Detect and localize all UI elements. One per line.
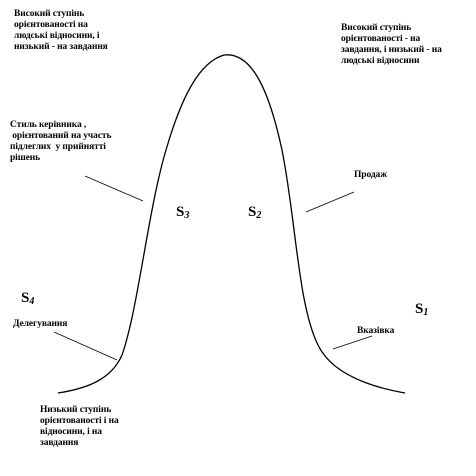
pointer-line-mid-right [306,192,354,212]
quadrant-s1-index: 1 [423,307,429,318]
mid-right-label: Продаж [354,170,387,180]
top-left-label-line: низький - на завдання [14,42,108,52]
quadrant-s2-index: 2 [256,210,262,221]
mid-left-label-line: орієнтований на участь [10,131,112,141]
bottom-label-line: Низький ступінь [40,405,112,415]
quadrant-s2-label [248,204,261,224]
mid-left-label-line: рішень [10,153,41,163]
bottom-label [40,405,119,449]
quadrant-s1-label [415,301,428,321]
top-right-label-line: орієнтованості - на [341,34,421,44]
quadrant-s1-letter: S [415,301,424,317]
quadrant-s2-letter: S [248,204,257,220]
bottom-left-side-label: Делегування [13,319,68,329]
top-left-label-line: людські відносини, і [14,31,100,41]
top-right-label-line: завдання, і низький - на [341,45,442,55]
top-right-label-line: Високий ступінь [341,23,412,33]
pointer-line-bottom-left [54,332,117,360]
top-left-label [14,9,108,53]
pointer-line-bottom-right [333,336,372,349]
top-left-label-line: Високий ступінь [14,9,85,19]
mid-left-label [10,120,111,164]
top-right-label-line: людські відносини [341,56,420,66]
pointer-line-mid-left [85,176,143,201]
quadrant-s3-index: 3 [184,210,190,221]
mid-left-label-line: підлеглих у прийнятті [10,142,106,152]
quadrant-s4-label [21,290,34,310]
quadrant-s4-index: 4 [29,296,35,307]
bottom-label-line: відносини, і на [40,427,102,437]
quadrant-s3-letter: S [176,204,185,220]
top-right-label [341,23,442,67]
quadrant-s3-label [176,204,189,224]
bottom-label-line: завдання [40,438,79,448]
quadrant-s4-letter: S [21,290,30,306]
top-left-label-line: орієнтованості на [14,20,88,30]
mid-left-label-line: Стиль керівника , [10,120,87,130]
bottom-label-line: орієнтованості і на [40,416,119,426]
bottom-right-side-label: Вказівка [357,326,395,336]
